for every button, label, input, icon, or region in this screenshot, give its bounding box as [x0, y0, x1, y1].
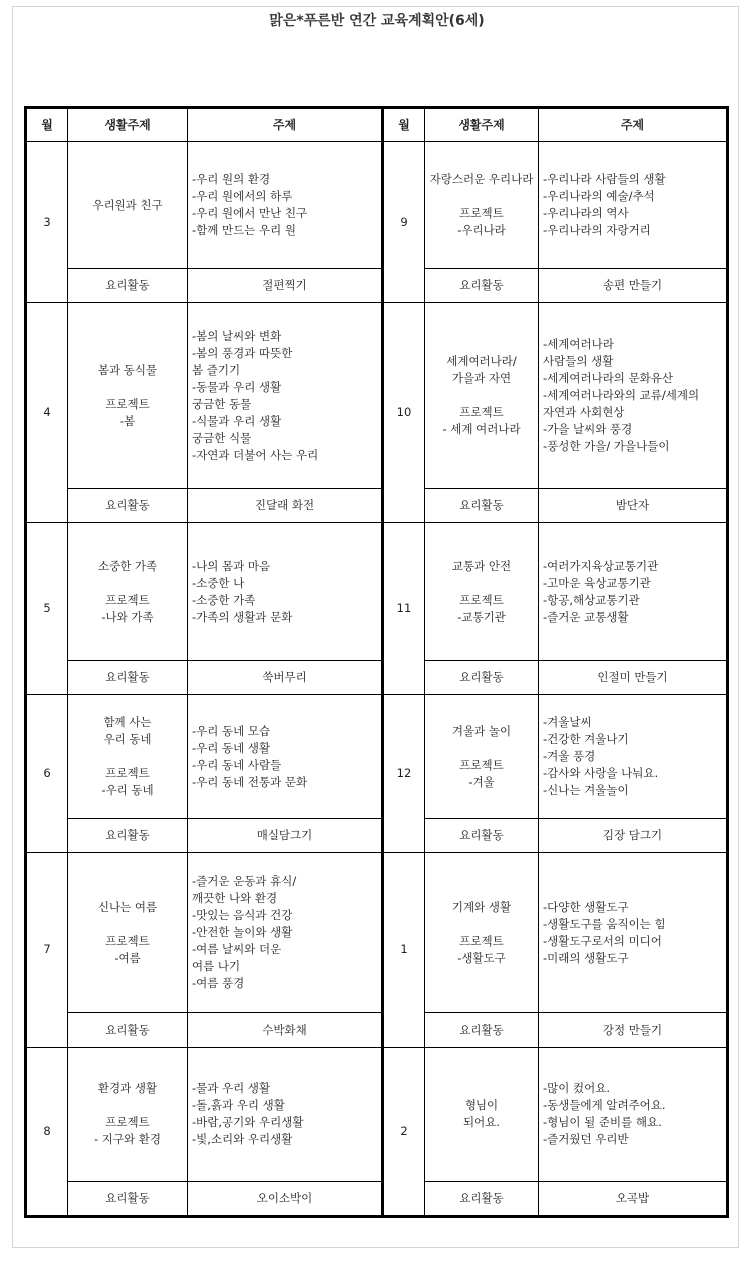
text-line: -가을 날씨와 풍경	[543, 422, 633, 437]
text-line: -생활도구로서의 미디어	[543, 933, 662, 948]
life-theme-cell	[68, 1047, 188, 1181]
line-gap	[72, 748, 183, 765]
topic-cell	[539, 853, 728, 1013]
text-line: -많이 컸어요.	[543, 1081, 611, 1096]
text-line: -우리 동네 사람들	[192, 757, 282, 772]
month-cell: 7	[26, 853, 68, 1047]
text-line: -우리나라의 자랑거리	[543, 223, 651, 237]
text-line: - 지구와 환경	[93, 1132, 161, 1147]
text-line: -빛,소리와 우리생활	[192, 1132, 293, 1147]
plan-row	[26, 303, 728, 489]
line-gap	[429, 575, 534, 592]
plan-row	[26, 523, 728, 661]
text-line: 자랑스러운 우리나라	[429, 172, 534, 186]
cooking-activity: 인절미 만들기	[539, 661, 728, 695]
text-line: 세계여러나라/	[446, 354, 517, 369]
text-line: -여러가지육상교통기관	[543, 558, 659, 573]
life-theme-cell	[68, 853, 188, 1013]
text-line: -봄의 풍경과 따뜻한	[192, 345, 293, 360]
text-line: -즐거운 운동과 휴식/	[192, 874, 297, 889]
text-line: 깨끗한 나와 환경	[192, 891, 278, 906]
text-line: 신나는 여름	[97, 899, 158, 914]
text-line: -자연과 더불어 사는 우리	[192, 447, 319, 462]
month-cell: 6	[26, 695, 68, 853]
month-cell: 5	[26, 523, 68, 695]
life-theme-cell	[68, 142, 188, 269]
text-line: 사람들의 생활	[543, 354, 614, 369]
text-line: -생활도구를 움직이는 힘	[543, 916, 666, 931]
text-line: -소중한 가족	[192, 592, 256, 607]
line-gap	[72, 1097, 183, 1114]
topic-cell	[539, 142, 728, 269]
text-line: -즐거운 교통생활	[543, 609, 629, 624]
text-line: 우리 동네	[103, 732, 152, 747]
text-line: -감사와 사랑을 나눠요.	[543, 766, 659, 781]
text-line: -겨울	[468, 774, 495, 789]
text-line: 여름 나기	[192, 959, 241, 974]
cooking-label: 요리활동	[425, 1181, 539, 1216]
header-life-theme: 생활주제	[68, 108, 188, 142]
life-theme-cell	[425, 853, 539, 1013]
text-line: 기계와 생활	[451, 899, 512, 914]
text-line: -식물과 우리 생활	[192, 413, 282, 428]
life-theme-cell	[425, 695, 539, 819]
line-gap	[72, 916, 183, 933]
plan-row	[26, 1047, 728, 1181]
text-line: 봄 즐기기	[192, 362, 241, 377]
text-line: -우리나라 사람들의 생활	[543, 172, 666, 186]
cooking-label: 요리활동	[425, 269, 539, 303]
month-cell: 3	[26, 142, 68, 303]
text-line: 우리원과 친구	[92, 197, 163, 212]
text-line: -겨울날씨	[543, 715, 592, 730]
text-line: -함께 만드는 우리 원	[192, 223, 296, 237]
topic-cell	[188, 695, 383, 819]
text-line: 프로젝트	[105, 592, 150, 607]
text-line: 형님이	[464, 1098, 499, 1113]
text-line: -풍성한 가을/ 가을나들이	[543, 439, 670, 454]
text-line: -우리 원의 환경	[192, 172, 271, 186]
text-line: 프로젝트	[459, 933, 504, 948]
text-line: -우리 동네	[101, 783, 154, 798]
text-line: -신나는 겨울놀이	[543, 783, 629, 798]
text-line: -여름 날씨와 더운	[192, 942, 282, 957]
cooking-label: 요리활동	[425, 488, 539, 522]
header-life-theme: 생활주제	[425, 108, 539, 142]
text-line: -우리 동네 모습	[192, 723, 271, 738]
text-line: 프로젝트	[459, 206, 504, 220]
text-line: -우리 원에서의 하루	[192, 189, 293, 203]
text-line: -동생들에게 알려주어요.	[543, 1098, 666, 1113]
cooking-label: 요리활동	[68, 819, 188, 853]
line-gap	[429, 740, 534, 757]
cooking-row	[26, 488, 728, 522]
month-cell: 10	[383, 303, 425, 523]
text-line: -맛있는 음식과 건강	[192, 908, 293, 923]
text-line: 궁금한 동물	[192, 396, 252, 411]
text-line: -세계여러나라	[543, 337, 614, 352]
plan-row	[26, 142, 728, 269]
cooking-label: 요리활동	[68, 269, 188, 303]
topic-cell	[188, 303, 383, 489]
line-gap	[429, 387, 534, 404]
text-line: 자연과 사회현상	[543, 405, 625, 420]
life-theme-cell	[68, 303, 188, 489]
text-line: 봄과 동식물	[97, 362, 158, 377]
text-line: -건강한 겨울나기	[543, 732, 629, 747]
text-line: 프로젝트	[105, 1115, 150, 1130]
text-line: -다양한 생활도구	[543, 899, 629, 914]
cooking-label: 요리활동	[68, 1013, 188, 1047]
text-line: 궁금한 식물	[192, 430, 252, 445]
header-month: 월	[26, 108, 68, 142]
cooking-label: 요리활동	[425, 1013, 539, 1047]
text-line: -바람,공기와 우리생활	[192, 1115, 304, 1130]
text-line: 프로젝트	[459, 757, 504, 772]
topic-cell	[188, 853, 383, 1013]
cooking-activity: 송편 만들기	[539, 269, 728, 303]
month-cell: 4	[26, 303, 68, 523]
line-gap	[429, 916, 534, 933]
topic-cell	[539, 523, 728, 661]
month-cell: 9	[383, 142, 425, 303]
cooking-row	[26, 661, 728, 695]
text-line: -우리나라의 역사	[543, 206, 629, 220]
text-line: -봄	[119, 413, 136, 428]
cooking-activity: 밤단자	[539, 488, 728, 522]
line-gap	[72, 379, 183, 396]
header-row	[26, 108, 728, 142]
text-line: -나의 몸과 마음	[192, 558, 271, 573]
cooking-activity: 김장 담그기	[539, 819, 728, 853]
cooking-label: 요리활동	[68, 488, 188, 522]
text-line: -세계여러나라의 문화유산	[543, 371, 674, 386]
text-line: 되어요.	[463, 1115, 500, 1130]
header-month: 월	[383, 108, 425, 142]
page-title: 맑은*푸른반 연간 교육계획안(6세)	[269, 13, 485, 29]
text-line: 프로젝트	[105, 396, 150, 411]
text-line: -우리 동네 전통과 문화	[192, 774, 308, 789]
text-line: -항공,해상교통기관	[543, 592, 640, 607]
topic-cell	[188, 142, 383, 269]
life-theme-cell	[425, 523, 539, 661]
text-line: -봄의 날씨와 변화	[192, 328, 282, 343]
cooking-activity: 매실담그기	[188, 819, 383, 853]
line-gap	[429, 188, 534, 205]
text-line: 환경과 생활	[97, 1081, 158, 1096]
text-line: -생활도구	[457, 950, 506, 965]
life-theme-cell	[425, 142, 539, 269]
text-line: - 세계 여러나라	[442, 422, 521, 437]
cooking-activity: 쑥버무리	[188, 661, 383, 695]
month-cell: 2	[383, 1047, 425, 1216]
plan-row	[26, 853, 728, 1013]
cooking-label: 요리활동	[68, 661, 188, 695]
text-line: -가족의 생활과 문화	[192, 609, 293, 624]
month-cell: 11	[383, 523, 425, 695]
life-theme-cell	[425, 1047, 539, 1181]
cooking-row	[26, 1181, 728, 1216]
text-line: -물과 우리 생활	[192, 1081, 271, 1096]
cooking-activity: 진달래 화전	[188, 488, 383, 522]
text-line: 프로젝트	[105, 766, 150, 781]
text-line: -고마운 육상교통기관	[543, 575, 651, 590]
text-line: -우리 동네 생활	[192, 740, 271, 755]
cooking-activity: 오이소박이	[188, 1181, 383, 1216]
text-line: 프로젝트	[459, 592, 504, 607]
text-line: -우리나라	[457, 223, 506, 237]
life-theme-cell	[68, 695, 188, 819]
text-line: -즐거웠던 우리반	[543, 1132, 629, 1147]
cooking-label: 요리활동	[425, 819, 539, 853]
cooking-row	[26, 269, 728, 303]
text-line: 겨울과 놀이	[451, 723, 512, 738]
header-topic: 주제	[539, 108, 728, 142]
topic-cell	[188, 523, 383, 661]
cooking-activity: 수박화채	[188, 1013, 383, 1047]
cooking-label: 요리활동	[425, 661, 539, 695]
cooking-activity: 강정 만들기	[539, 1013, 728, 1047]
text-line: -여름 풍경	[192, 976, 245, 991]
text-line: -나와 가족	[101, 609, 154, 624]
text-line: -돌,흙과 우리 생활	[192, 1098, 285, 1113]
text-line: -세계여러나라와의 교류/세계의	[543, 388, 700, 403]
text-line: -동물과 우리 생활	[192, 379, 282, 394]
text-line: -형님이 될 준비를 해요.	[543, 1115, 662, 1130]
topic-cell	[539, 1047, 728, 1181]
cooking-label: 요리활동	[68, 1181, 188, 1216]
text-line: 교통과 안전	[451, 558, 512, 573]
text-line: -교통기관	[457, 609, 506, 624]
topic-cell	[539, 303, 728, 489]
text-line: 함께 사는	[103, 715, 152, 730]
topic-cell	[188, 1047, 383, 1181]
header-topic: 주제	[188, 108, 383, 142]
cooking-activity: 오곡밥	[539, 1181, 728, 1216]
text-line: 소중한 가족	[97, 558, 158, 573]
topic-cell	[539, 695, 728, 819]
cooking-row	[26, 1013, 728, 1047]
month-cell: 1	[383, 853, 425, 1047]
annual-plan-table	[24, 106, 729, 1218]
line-gap	[72, 575, 183, 592]
cooking-activity: 절편찍기	[188, 269, 383, 303]
text-line: -우리나라의 예술/추석	[543, 189, 655, 203]
text-line: -소중한 나	[192, 575, 245, 590]
month-cell: 8	[26, 1047, 68, 1216]
text-line: -우리 원에서 만난 친구	[192, 206, 308, 220]
life-theme-cell	[425, 303, 539, 489]
text-line: 가을과 자연	[451, 371, 512, 386]
text-line: -안전한 놀이와 생활	[192, 925, 293, 940]
text-line: 프로젝트	[459, 405, 504, 420]
text-line: -미래의 생활도구	[543, 950, 629, 965]
text-line: -여름	[114, 950, 141, 965]
plan-row	[26, 695, 728, 819]
text-line: 프로젝트	[105, 933, 150, 948]
cooking-row	[26, 819, 728, 853]
life-theme-cell	[68, 523, 188, 661]
month-cell: 12	[383, 695, 425, 853]
text-line: -겨울 풍경	[543, 749, 596, 764]
